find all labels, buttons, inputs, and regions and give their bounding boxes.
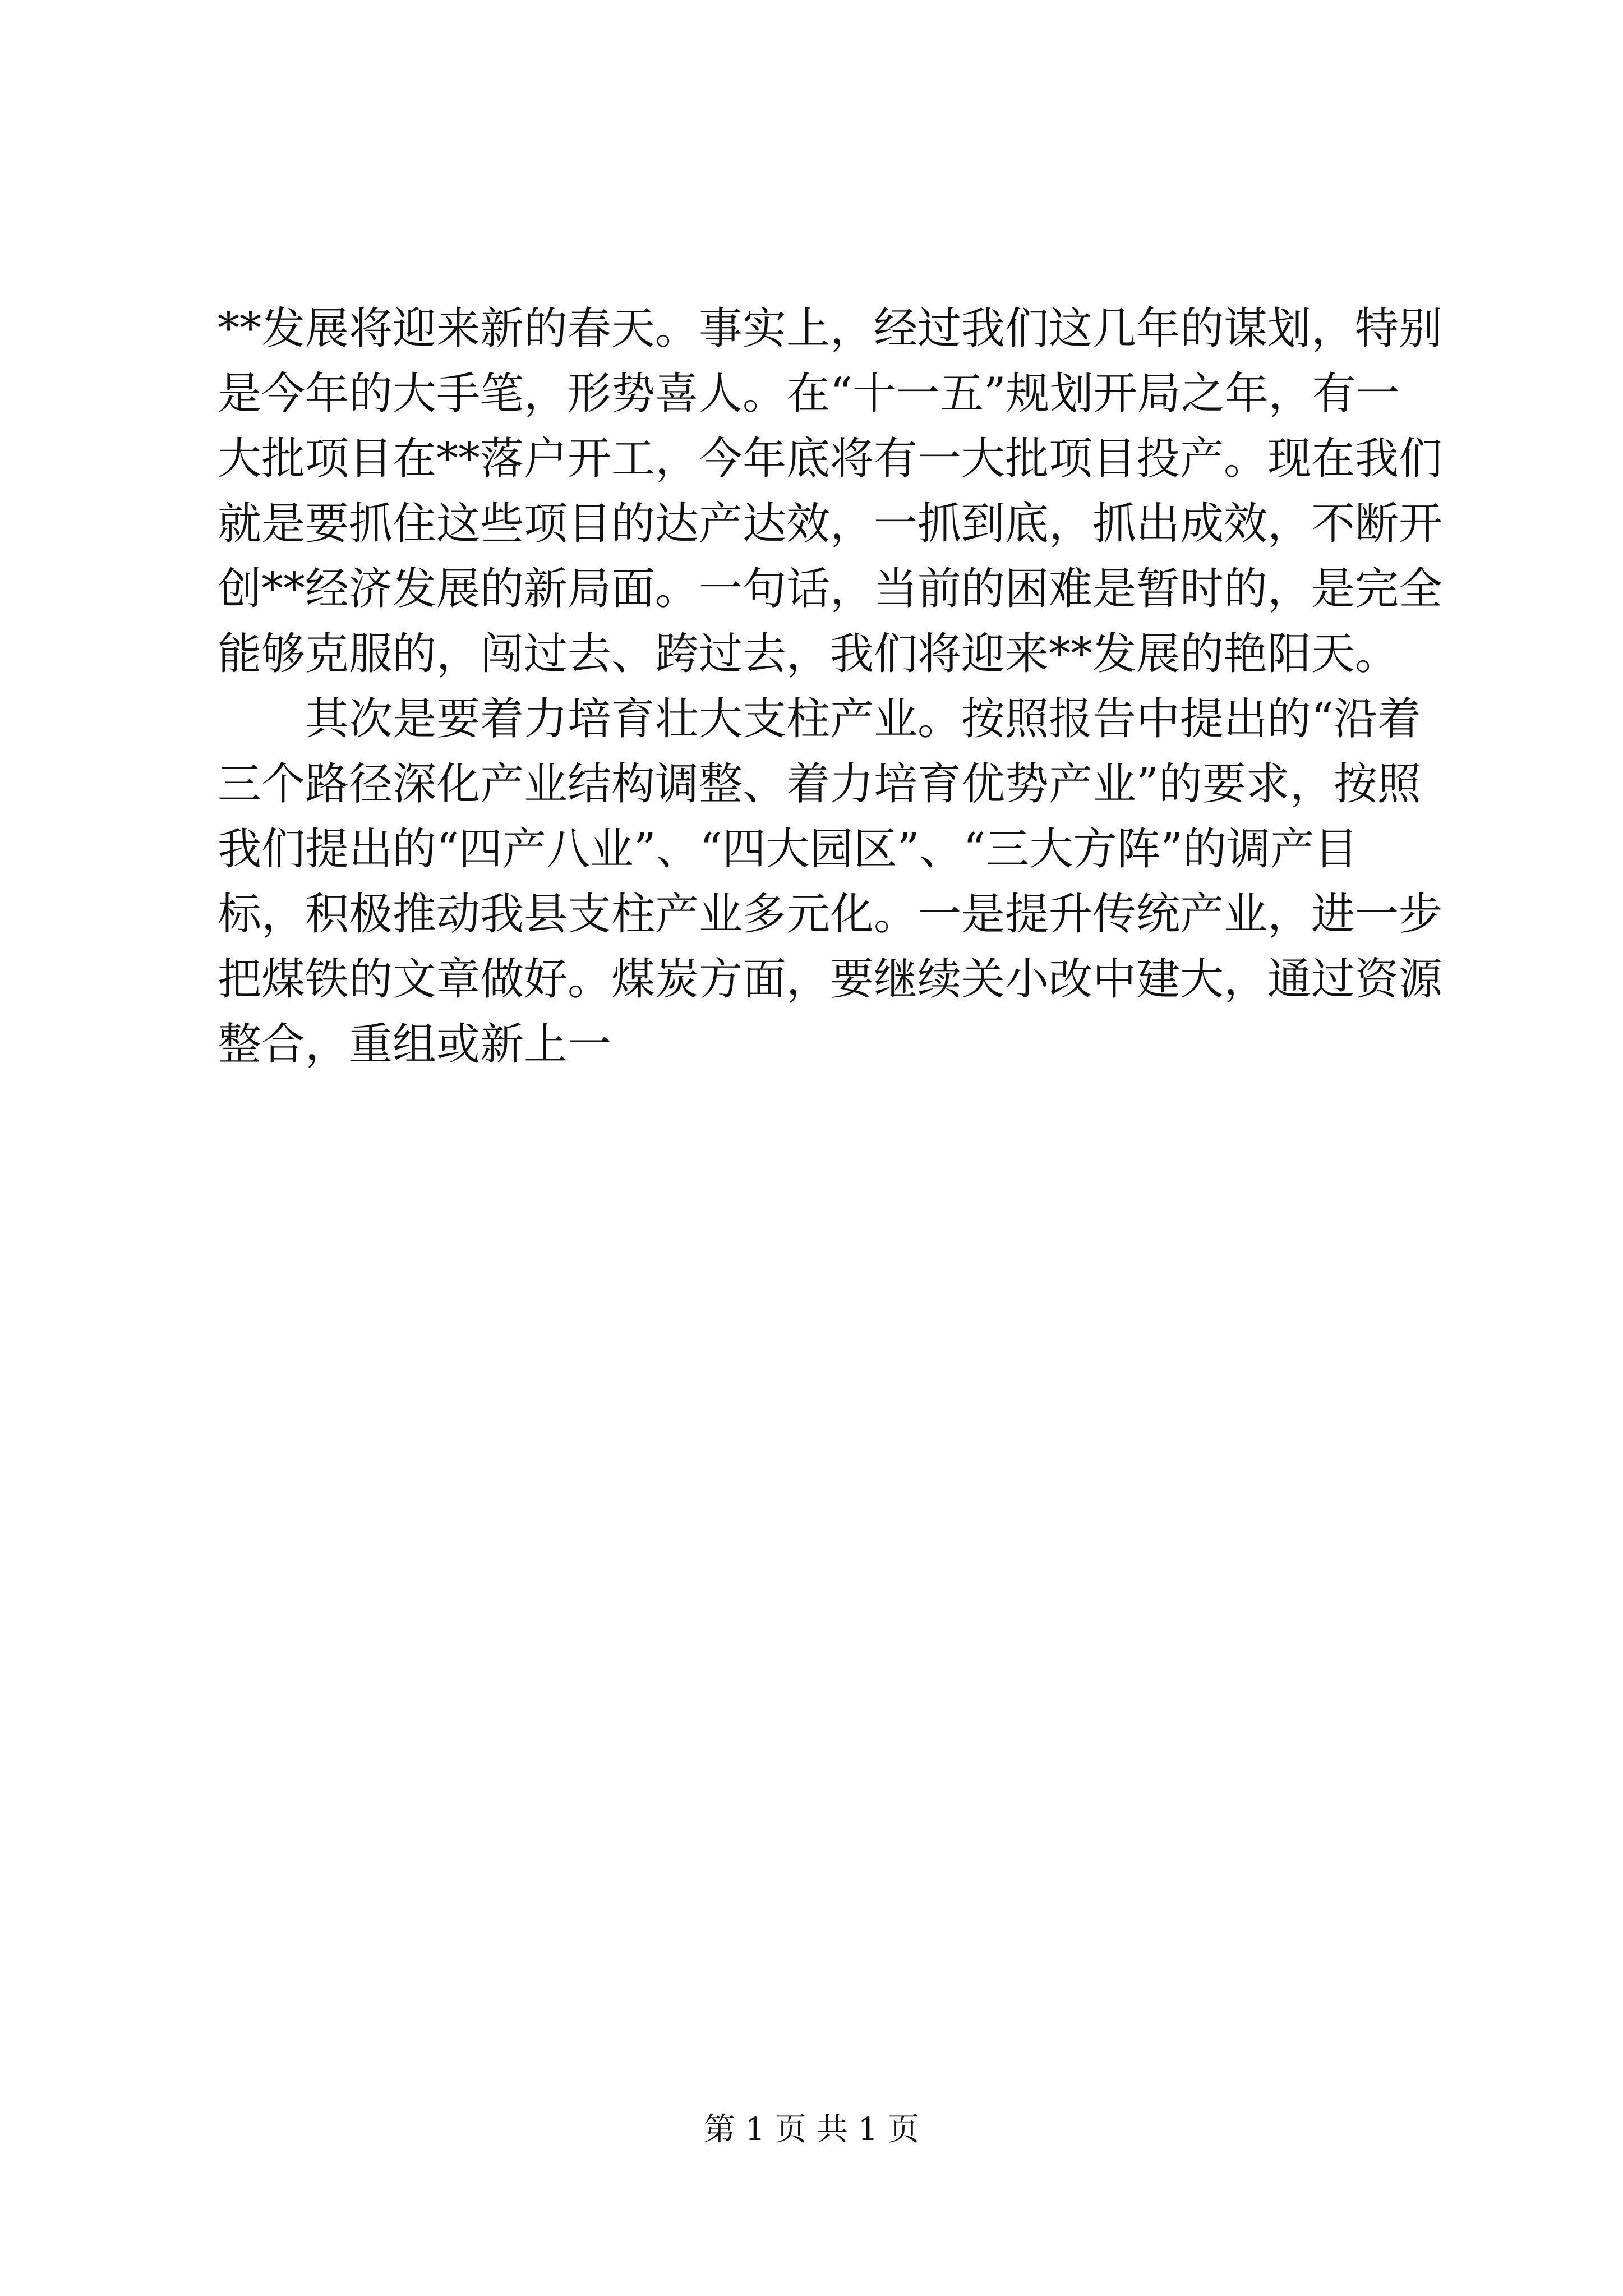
text-line: 能够克服的，闯过去、跨过去，我们将迎来**发展的艳阳天。 [218, 629, 1399, 679]
text-line: 大批项目在**落户开工，今年底将有一大批项目投产。现在我们 [218, 434, 1443, 484]
text-line: 三个路径深化产业结构调整、着力培育优势产业”的要求，按照 [218, 759, 1421, 809]
text-line: 我们提出的“四产八业”、“四大园区”、“三大方阵”的调产目 [218, 824, 1358, 875]
text-line: 创**经济发展的新局面。一句话，当前的困难是暂时的，是完全 [218, 564, 1443, 614]
text-line: 把煤铁的文章做好。煤炭方面，要继续关小改中建大，通过资源 [218, 954, 1443, 1005]
page-number-footer: 第 1 页 共 1 页 [703, 2111, 920, 2148]
text-line: 整合，重组或新上一 [218, 1019, 612, 1070]
document-body [218, 296, 1443, 1077]
text-line: 其次是要着力培育壮大支柱产业。按照报告中提出的“沿着 [305, 694, 1421, 744]
paragraph-1 [218, 296, 1443, 687]
paragraph-2 [218, 687, 1443, 1077]
text-line: 是今年的大手笔，形势喜人。在“十一五”规划开局之年，有一 [218, 369, 1400, 419]
text-line: 标，积极推动我县支柱产业多元化。一是提升传统产业，进一步 [218, 889, 1443, 940]
text-line: **发展将迎来新的春天。事实上，经过我们这几年的谋划，特别 [218, 303, 1443, 354]
text-line: 就是要抓住这些项目的达产达效，一抓到底，抓出成效，不断开 [218, 499, 1443, 549]
